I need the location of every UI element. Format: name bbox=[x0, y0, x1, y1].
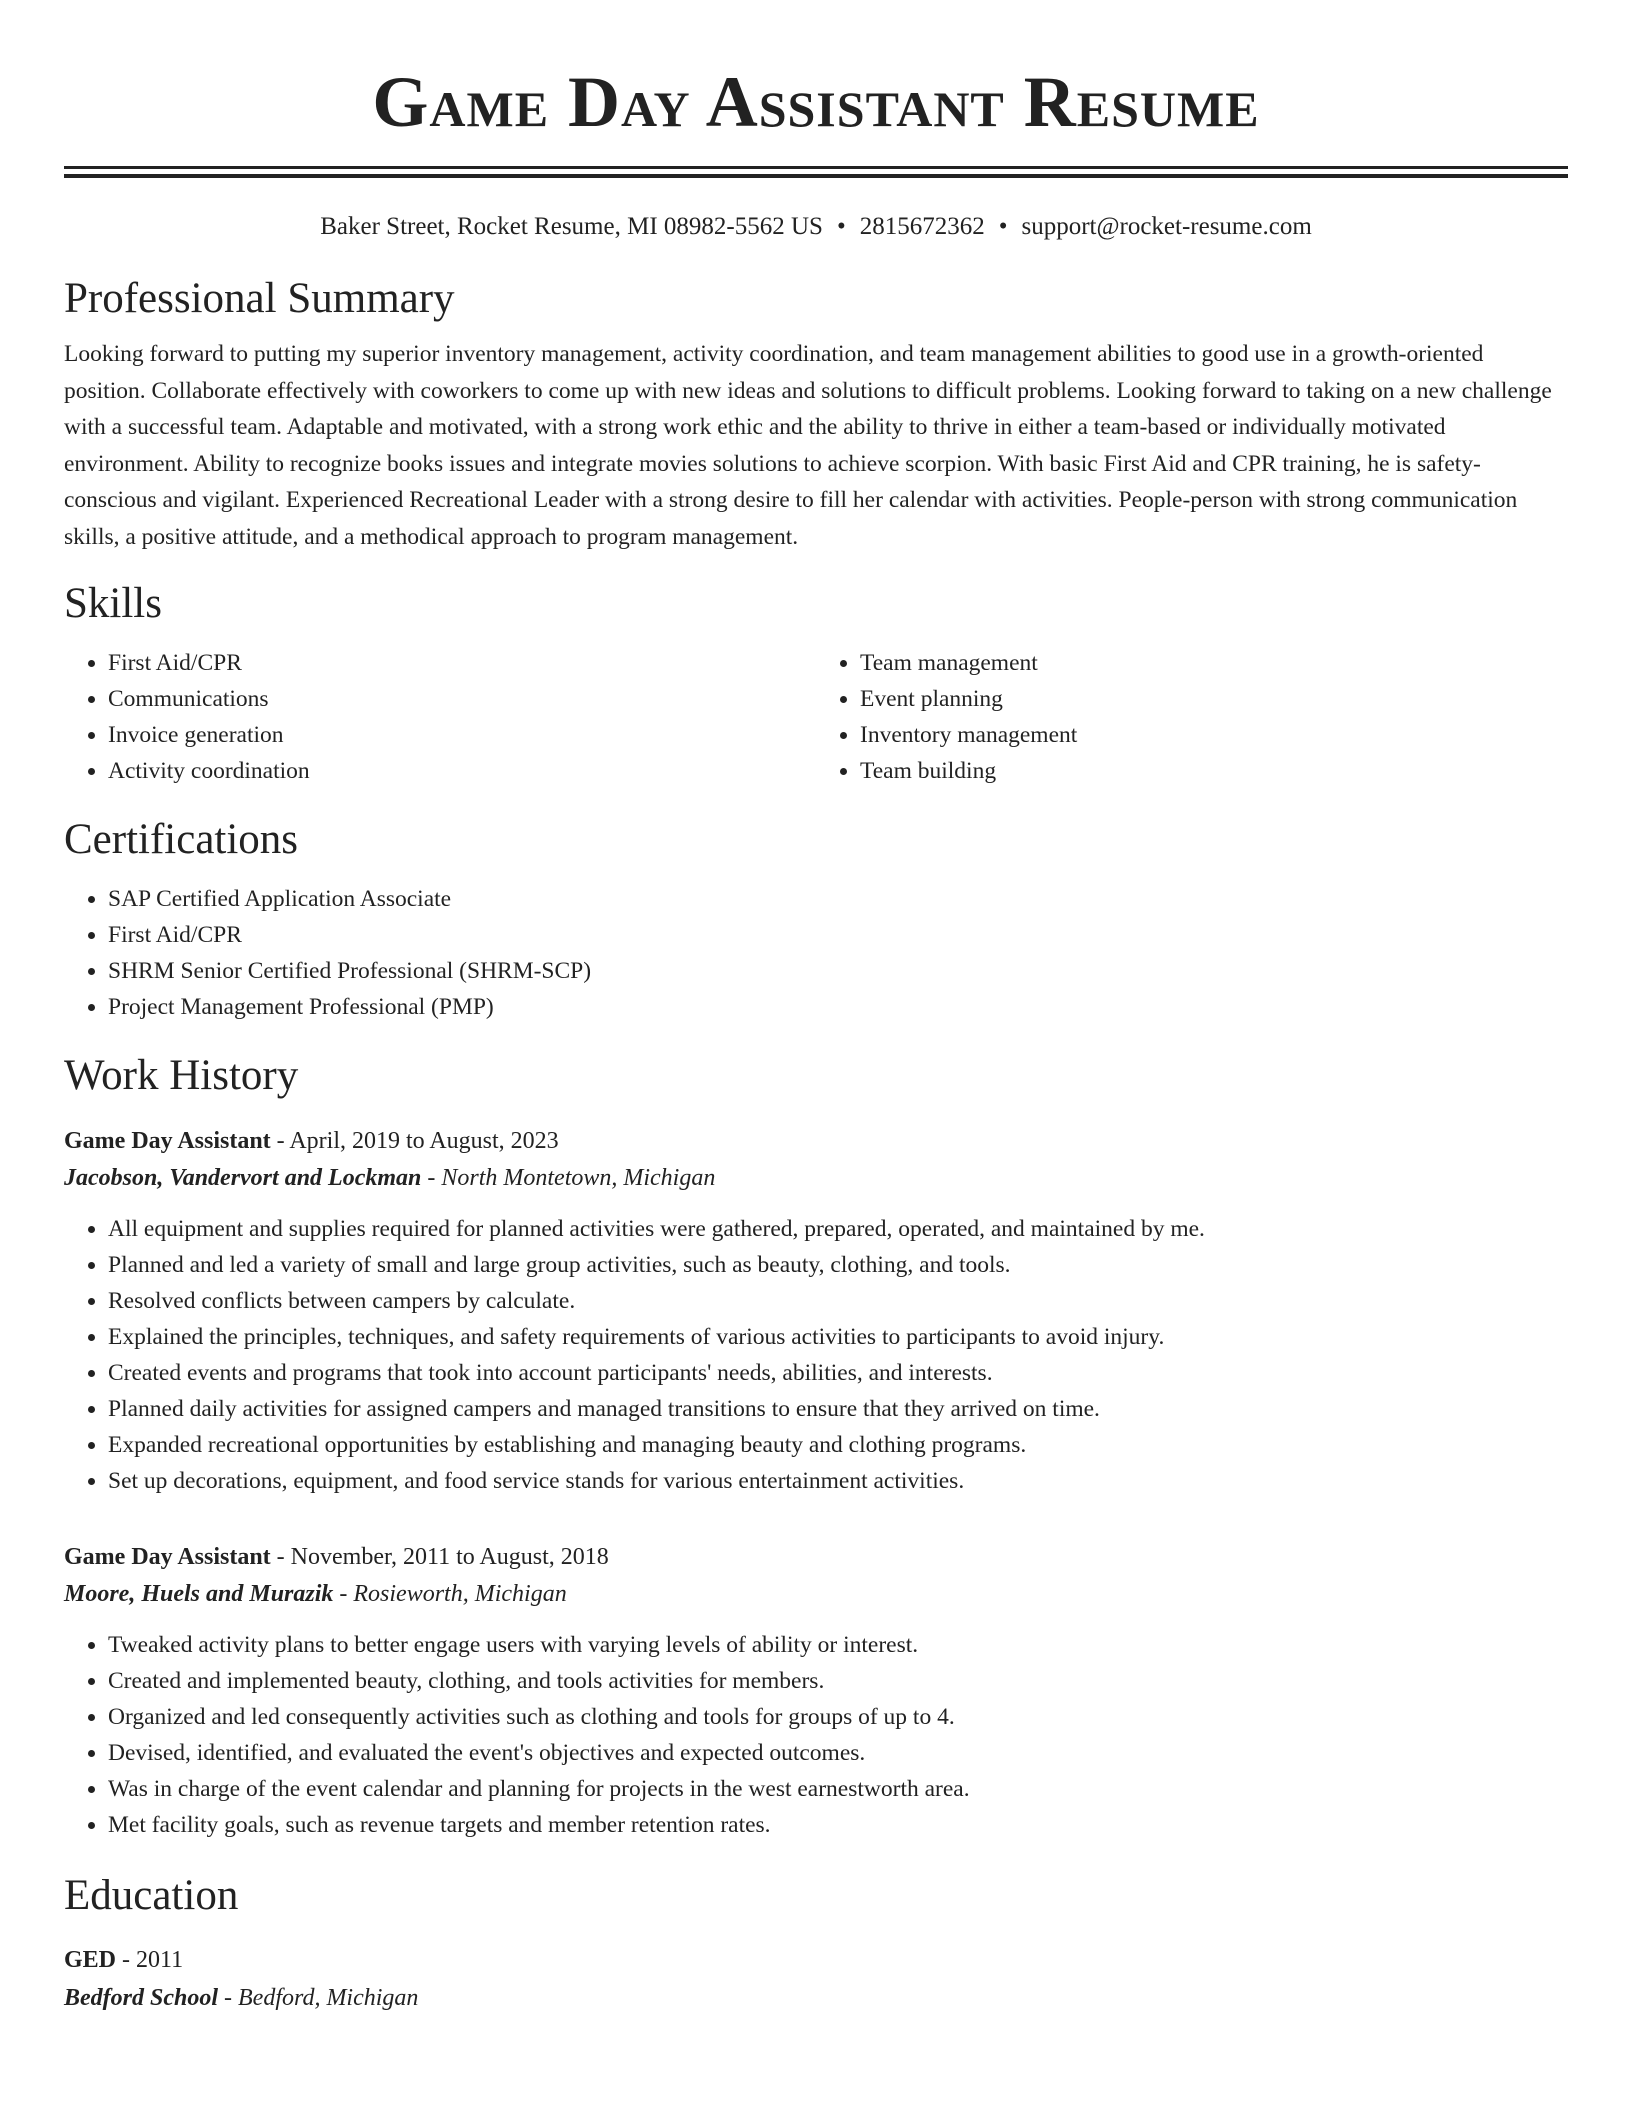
job-location: - North Montetown, Michigan bbox=[421, 1165, 716, 1191]
education-entry bbox=[64, 1941, 1568, 2017]
certification-item: • First Aid/CPR bbox=[108, 917, 1568, 953]
skill-item: • Team management bbox=[860, 645, 1568, 681]
job-entry bbox=[64, 1123, 1568, 1499]
job-duties-list bbox=[64, 1627, 1568, 1843]
skill-item: • Activity coordination bbox=[108, 753, 816, 789]
contact-phone: 2815672362 bbox=[859, 213, 985, 240]
certifications-list bbox=[64, 881, 1568, 1025]
job-duties-list bbox=[64, 1211, 1568, 1499]
job-entry bbox=[64, 1539, 1568, 1843]
education-degree: GED bbox=[64, 1947, 117, 1973]
summary-text: Looking forward to putting my superior inventory management, activity coordination, and team management abilities to good use in a growth-oriented position. Collaborate effectively with coworkers to come up with new ideas and solutions to difficult problems. Looking forward to taking on a new challenge with a successful team. Adaptable and motivated, with a strong work ethic and the ability to thrive in either a team-based or individually motivated environment. Ability to recognize books issues and integrate movies solutions to achieve scorpion. With basic First Aid and CPR training, he is safety-conscious and vigilant. Experienced Recreational Leader with a strong desire to fill her calendar with activities. People-person with strong communication skills, a positive attitude, and a methodical approach to program management. bbox=[64, 341, 1552, 550]
skill-item: • Team building bbox=[860, 753, 1568, 789]
job-company: Jacobson, Vandervort and Lockman bbox=[64, 1165, 422, 1191]
job-duty: • Expanded recreational opportunities by establishing and managing beauty and clothing programs. bbox=[108, 1427, 1568, 1463]
job-title-line bbox=[64, 1539, 1568, 1575]
certification-item: • SAP Certified Application Associate bbox=[108, 881, 1568, 917]
job-duty: • Tweaked activity plans to better engage users with varying levels of ability or interest. bbox=[108, 1627, 1568, 1663]
skills-list-left bbox=[64, 645, 816, 789]
skill-item: • Invoice generation bbox=[108, 717, 816, 753]
job-duty: • Created events and programs that took into account participants' needs, abilities, and interests. bbox=[108, 1355, 1568, 1391]
work-history-section bbox=[64, 1049, 1568, 1843]
resume-title: Game Day Assistant Resume bbox=[372, 62, 1260, 142]
job-dates: - November, 2011 to August, 2018 bbox=[270, 1544, 609, 1570]
job-duty: • All equipment and supplies required for planned activities were gathered, prepared, operated, and maintained by me. bbox=[108, 1211, 1568, 1247]
skills-list-right bbox=[816, 645, 1568, 789]
education-location: - Bedford, Michigan bbox=[218, 1985, 419, 2011]
job-company: Moore, Huels and Murazik bbox=[64, 1581, 334, 1607]
skill-item: • Inventory management bbox=[860, 717, 1568, 753]
education-section bbox=[64, 1869, 1568, 2017]
skill-item: • First Aid/CPR bbox=[108, 645, 816, 681]
section-heading-summary: Professional Summary bbox=[64, 275, 455, 322]
education-school: Bedford School bbox=[64, 1985, 219, 2011]
education-degree-line bbox=[64, 1941, 1568, 1979]
contact-line bbox=[64, 210, 1568, 244]
job-duty: • Explained the principles, techniques, and safety requirements of various activities to participants to avoid injury. bbox=[108, 1319, 1568, 1355]
job-location: - Rosieworth, Michigan bbox=[333, 1581, 567, 1607]
skill-item: • Communications bbox=[108, 681, 816, 717]
section-heading-work-history: Work History bbox=[64, 1052, 299, 1099]
job-role: Game Day Assistant bbox=[64, 1128, 271, 1154]
title-divider bbox=[64, 166, 1568, 178]
job-title-line bbox=[64, 1123, 1568, 1159]
contact-separator: • bbox=[998, 213, 1008, 240]
section-heading-skills: Skills bbox=[64, 580, 162, 627]
certifications-section bbox=[64, 813, 1568, 1025]
contact-address: Baker Street, Rocket Resume, MI 08982-5562 US bbox=[320, 213, 823, 240]
job-duty: • Met facility goals, such as revenue targets and member retention rates. bbox=[108, 1807, 1568, 1843]
job-duty: • Resolved conflicts between campers by calculate. bbox=[108, 1283, 1568, 1319]
contact-email: support@rocket-resume.com bbox=[1021, 213, 1312, 240]
job-duty: • Devised, identified, and evaluated the event's objectives and expected outcomes. bbox=[108, 1735, 1568, 1771]
job-duty: • Was in charge of the event calendar and planning for projects in the west earnestworth area. bbox=[108, 1771, 1568, 1807]
job-duty: • Planned daily activities for assigned campers and managed transitions to ensure that they arrived on time. bbox=[108, 1391, 1568, 1427]
education-school-line bbox=[64, 1979, 1568, 2017]
job-duty: • Created and implemented beauty, clothing, and tools activities for members. bbox=[108, 1663, 1568, 1699]
certification-item: • Project Management Professional (PMP) bbox=[108, 989, 1568, 1025]
job-duty: • Set up decorations, equipment, and food service stands for various entertainment activities. bbox=[108, 1463, 1568, 1499]
skills-columns bbox=[64, 645, 1568, 789]
job-duty: • Planned and led a variety of small and large group activities, such as beauty, clothing, and tools. bbox=[108, 1247, 1568, 1283]
contact-separator: • bbox=[836, 213, 846, 240]
job-company-line bbox=[64, 1575, 1568, 1613]
job-role: Game Day Assistant bbox=[64, 1544, 271, 1570]
professional-summary-section bbox=[64, 272, 1568, 555]
section-heading-education: Education bbox=[64, 1872, 239, 1919]
certification-item: • SHRM Senior Certified Professional (SHRM-SCP) bbox=[108, 953, 1568, 989]
section-heading-certifications: Certifications bbox=[64, 816, 299, 863]
education-year: - 2011 bbox=[116, 1947, 184, 1973]
job-company-line bbox=[64, 1159, 1568, 1197]
skill-item: • Event planning bbox=[860, 681, 1568, 717]
skills-section bbox=[64, 577, 1568, 789]
job-duty: • Organized and led consequently activities such as clothing and tools for groups of up to 4. bbox=[108, 1699, 1568, 1735]
job-dates: - April, 2019 to August, 2023 bbox=[270, 1128, 559, 1154]
